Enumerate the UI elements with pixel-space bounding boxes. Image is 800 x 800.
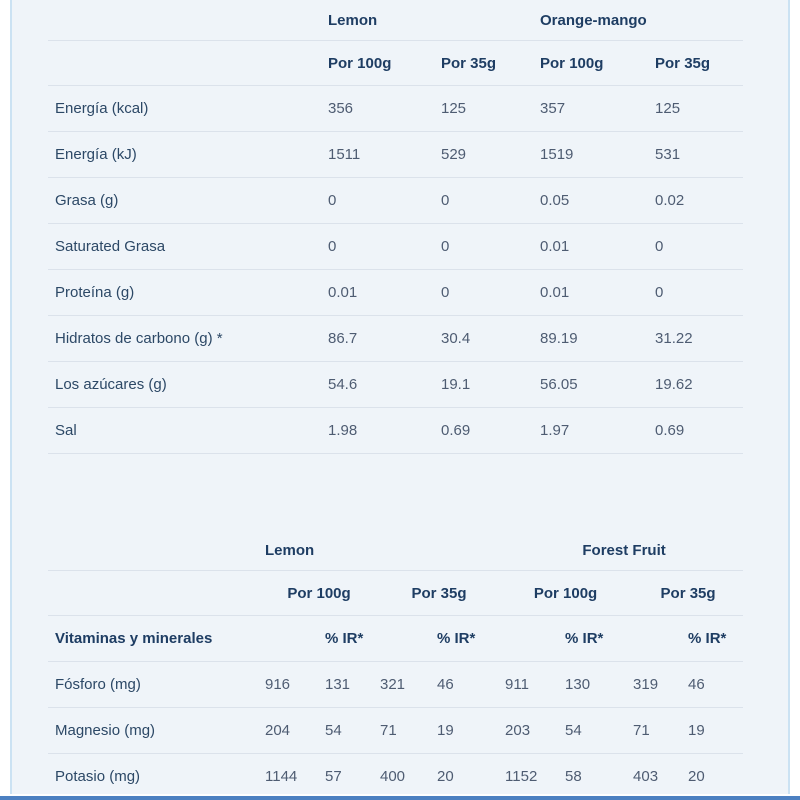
serving-header: Por 35g <box>373 571 498 616</box>
ir-header: % IR* <box>681 616 743 662</box>
nutrient-value: 0 <box>321 224 434 270</box>
nutrient-label: Energía (kcal) <box>48 86 321 132</box>
nutrient-value: 0 <box>648 270 743 316</box>
nutrient-value: 58 <box>558 754 626 800</box>
nutrient-value: 356 <box>321 86 434 132</box>
nutrient-label: Los azúcares (g) <box>48 362 321 408</box>
table-row-flavors <box>48 0 743 41</box>
section-label: Vitaminas y minerales <box>48 616 258 662</box>
nutrient-value: 1144 <box>258 754 318 800</box>
table-row <box>48 662 743 708</box>
empty-cell <box>373 616 430 662</box>
nutrient-value: 357 <box>533 86 648 132</box>
nutrient-value: 19.1 <box>434 362 533 408</box>
serving-header: Por 35g <box>626 571 743 616</box>
nutrient-value: 0 <box>321 178 434 224</box>
table-row <box>48 754 743 800</box>
nutrient-value: 56.05 <box>533 362 648 408</box>
nutrient-value: 0 <box>648 224 743 270</box>
nutrient-value: 54 <box>318 708 373 754</box>
table-row <box>48 362 743 408</box>
serving-header: Por 35g <box>434 41 533 86</box>
nutrient-label: Proteína (g) <box>48 270 321 316</box>
table-row-section <box>48 616 743 662</box>
nutrient-value: 46 <box>681 662 743 708</box>
table-row <box>48 224 743 270</box>
nutrient-value: 30.4 <box>434 316 533 362</box>
nutrient-value: 125 <box>434 86 533 132</box>
nutrient-value: 531 <box>648 132 743 178</box>
nutrient-value: 1511 <box>321 132 434 178</box>
table-row <box>48 270 743 316</box>
nutrient-value: 0.01 <box>533 224 648 270</box>
nutrient-label: Grasa (g) <box>48 178 321 224</box>
nutrient-value: 1519 <box>533 132 648 178</box>
nutrient-value: 46 <box>430 662 498 708</box>
nutrient-value: 20 <box>681 754 743 800</box>
nutrition-panel <box>10 0 790 794</box>
flavor-header-forest-fruit: Forest Fruit <box>498 530 743 571</box>
nutrient-value: 204 <box>258 708 318 754</box>
empty-cell <box>48 41 321 86</box>
serving-header: Por 100g <box>498 571 626 616</box>
nutrient-value: 0.69 <box>648 408 743 454</box>
nutrient-value: 0.02 <box>648 178 743 224</box>
nutrient-value: 0 <box>434 224 533 270</box>
table-row-servings <box>48 571 743 616</box>
nutrient-value: 19 <box>681 708 743 754</box>
nutrient-label: Magnesio (mg) <box>48 708 258 754</box>
nutrient-value: 203 <box>498 708 558 754</box>
nutrient-label: Sal <box>48 408 321 454</box>
nutrient-value: 19.62 <box>648 362 743 408</box>
nutrient-label: Fósforo (mg) <box>48 662 258 708</box>
nutrient-value: 0 <box>434 178 533 224</box>
bottom-accent-bar <box>0 796 800 800</box>
nutrient-value: 403 <box>626 754 681 800</box>
nutrition-table-macros <box>48 0 743 454</box>
nutrient-label: Potasio (mg) <box>48 754 258 800</box>
empty-cell <box>258 616 318 662</box>
empty-cell <box>48 0 321 41</box>
empty-cell <box>48 571 258 616</box>
nutrient-value: 529 <box>434 132 533 178</box>
nutrient-value: 125 <box>648 86 743 132</box>
ir-header: % IR* <box>318 616 373 662</box>
nutrient-value: 54 <box>558 708 626 754</box>
nutrient-value: 86.7 <box>321 316 434 362</box>
serving-header: Por 100g <box>533 41 648 86</box>
nutrient-value: 400 <box>373 754 430 800</box>
nutrient-value: 911 <box>498 662 558 708</box>
empty-cell <box>626 616 681 662</box>
nutrient-value: 319 <box>626 662 681 708</box>
nutrient-value: 131 <box>318 662 373 708</box>
nutrient-label: Saturated Grasa <box>48 224 321 270</box>
empty-cell <box>498 616 558 662</box>
nutrient-value: 0 <box>434 270 533 316</box>
nutrient-label: Hidratos de carbono (g) * <box>48 316 321 362</box>
nutrient-value: 0.01 <box>533 270 648 316</box>
serving-header: Por 100g <box>258 571 373 616</box>
nutrient-value: 31.22 <box>648 316 743 362</box>
table-row-flavors <box>48 530 743 571</box>
nutrition-table-vitamins <box>48 530 743 800</box>
table-row <box>48 178 743 224</box>
nutrient-value: 19 <box>430 708 498 754</box>
ir-header: % IR* <box>430 616 498 662</box>
nutrient-value: 1.98 <box>321 408 434 454</box>
table-row <box>48 708 743 754</box>
nutrient-value: 916 <box>258 662 318 708</box>
nutrient-value: 321 <box>373 662 430 708</box>
serving-header: Por 35g <box>648 41 743 86</box>
nutrient-value: 71 <box>626 708 681 754</box>
flavor-header-lemon: Lemon <box>258 530 498 571</box>
nutrient-value: 89.19 <box>533 316 648 362</box>
nutrient-value: 20 <box>430 754 498 800</box>
table-gap <box>12 454 788 530</box>
flavor-header-orange-mango: Orange-mango <box>533 0 743 41</box>
ir-header: % IR* <box>558 616 626 662</box>
serving-header: Por 100g <box>321 41 434 86</box>
empty-cell <box>48 530 258 571</box>
nutrient-label: Energía (kJ) <box>48 132 321 178</box>
nutrient-value: 0.69 <box>434 408 533 454</box>
flavor-header-lemon: Lemon <box>321 0 533 41</box>
nutrient-value: 0.01 <box>321 270 434 316</box>
table-row <box>48 316 743 362</box>
nutrient-value: 1152 <box>498 754 558 800</box>
table-row-servings <box>48 41 743 86</box>
nutrient-value: 71 <box>373 708 430 754</box>
nutrient-value: 57 <box>318 754 373 800</box>
nutrient-value: 54.6 <box>321 362 434 408</box>
table-row <box>48 86 743 132</box>
table-row <box>48 132 743 178</box>
nutrient-value: 0.05 <box>533 178 648 224</box>
table-row <box>48 408 743 454</box>
nutrient-value: 130 <box>558 662 626 708</box>
nutrient-value: 1.97 <box>533 408 648 454</box>
